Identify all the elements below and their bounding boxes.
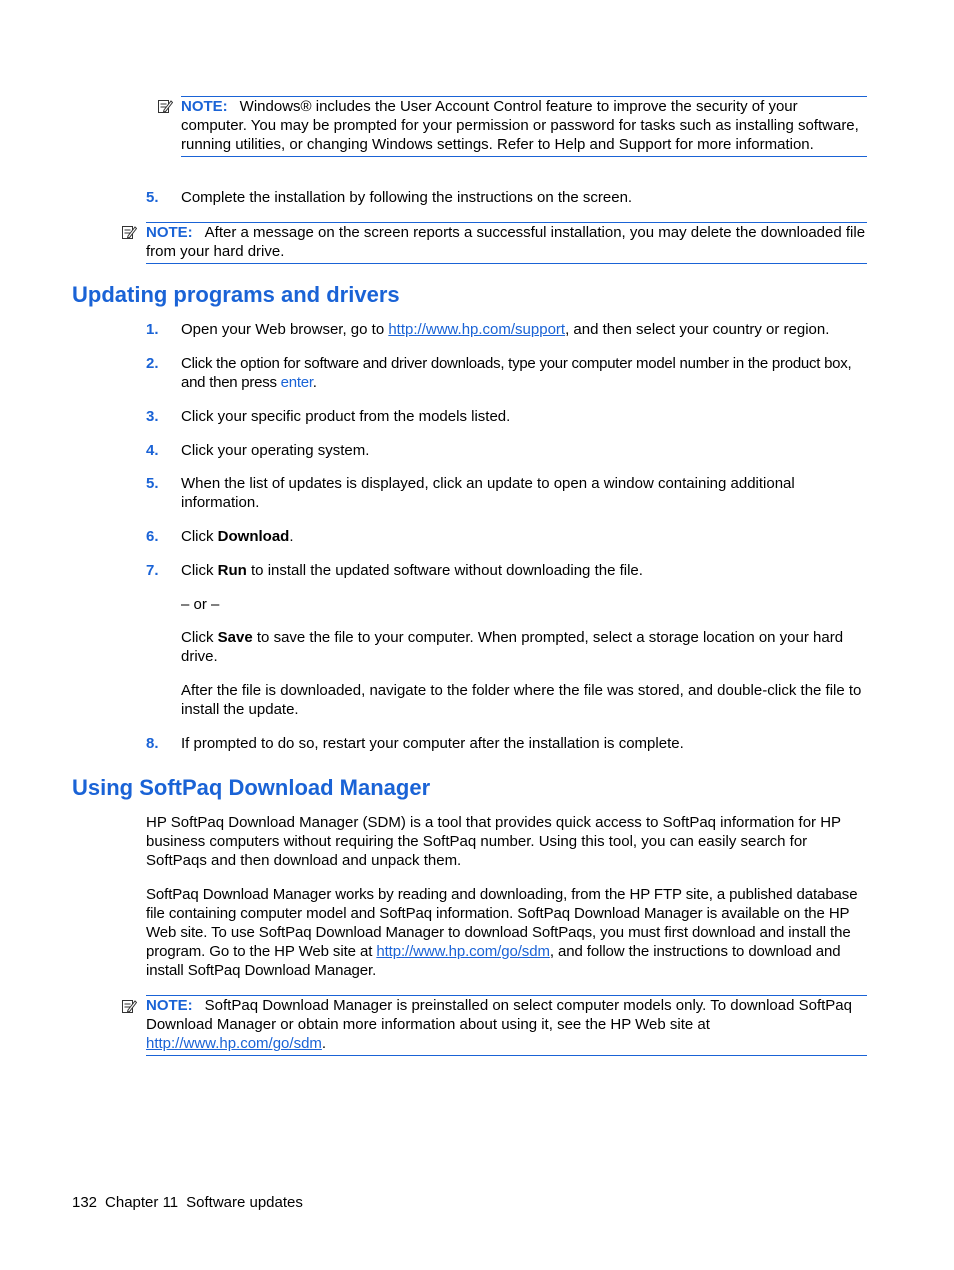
step-number: 5. [146, 475, 159, 492]
sdm-link[interactable]: http://www.hp.com/go/sdm [376, 943, 550, 960]
step-number: 2. [146, 355, 159, 372]
note-text: Windows® includes the User Account Control feature to improve the security of your computer. You may be prompted for your permission or password for tasks such as installing software, running utilities, or changing Windows settings. Refer to Help and Support for more information. [181, 98, 859, 153]
step-number: 5. [146, 189, 159, 206]
step-number: 1. [146, 321, 159, 338]
body-paragraph: SoftPaq Download Manager works by reading and downloading, from the HP FTP site, a published database file containing computer model and SoftPaq information. SoftPaq Download Manager is available on the HP Web site. To use SoftPaq Download Manager to download SoftPaqs, you must first download and install the program. Go to the HP Web site at http://www.hp.com/go/sdm, and follow the instructions to download and install SoftPaq Download Manager. [146, 886, 858, 979]
note-icon [157, 98, 173, 114]
note-label: NOTE: [146, 224, 193, 241]
chapter-label: Chapter 11 [105, 1194, 179, 1211]
step-text: Click your specific product from the models listed. [181, 408, 511, 425]
step-text: Click Run to install the updated software without downloading the file. [181, 562, 643, 579]
step-text: Click your operating system. [181, 442, 370, 459]
page-number: 132 [72, 1194, 98, 1211]
step-number: 7. [146, 562, 159, 579]
sdm-link[interactable]: http://www.hp.com/go/sdm [146, 1035, 322, 1052]
section-heading: Using SoftPaq Download Manager [72, 775, 431, 800]
save-paragraph: Click Save to save the file to your computer. When prompted, select a storage location on your hard drive. [181, 629, 844, 665]
note-icon [121, 224, 137, 240]
note-label: NOTE: [146, 997, 193, 1014]
support-link[interactable]: http://www.hp.com/support [388, 321, 566, 338]
step-text: Open your Web browser, go to http://www.hp.com/support, and then select your country or region. [181, 321, 830, 338]
body-paragraph: HP SoftPaq Download Manager (SDM) is a tool that provides quick access to SoftPaq information for HP business computers without requiring the SoftPaq number. Using this tool, you can easily search for SoftPaqs and then download and unpack them. [146, 814, 841, 869]
step-number: 8. [146, 735, 159, 752]
section-heading: Updating programs and drivers [72, 282, 400, 307]
after-download-paragraph: After the file is downloaded, navigate to the folder where the file was stored, and double-click the file to install the update. [181, 682, 862, 718]
step-text: Click Download. [181, 528, 294, 545]
note-text: SoftPaq Download Manager is preinstalled on select computer models only. To download SoftPaq Download Manager or obtain more information about using it, see the HP Web site at [146, 997, 852, 1033]
enter-key: enter [280, 374, 313, 391]
step-text: If prompted to do so, restart your computer after the installation is complete. [181, 735, 684, 752]
step-number: 4. [146, 442, 159, 459]
note-box: NOTE: SoftPaq Download Manager is preinstalled on select computer models only. To download SoftPaq Download Manager or obtain more information about using it, see the HP Web site at http://www.hp.com/go/sdm. [146, 995, 867, 1056]
note-text: After a message on the screen reports a successful installation, you may delete the downloaded file from your hard drive. [146, 224, 866, 260]
page-footer [72, 1193, 311, 1212]
step-text: Click the option for software and driver downloads, type your computer model number in the product box, and then press enter. [181, 355, 852, 391]
step-text: Complete the installation by following the instructions on the screen. [181, 189, 633, 206]
note-box [146, 222, 867, 264]
step-text: When the list of updates is displayed, click an update to open a window containing additional information. [181, 475, 795, 511]
step-number: 3. [146, 408, 159, 425]
note-label: NOTE: [181, 98, 228, 115]
step-number: 6. [146, 528, 159, 545]
note-box [181, 96, 867, 157]
note-icon [121, 998, 137, 1014]
or-separator: – or – [181, 596, 220, 613]
chapter-title: Software updates [186, 1194, 303, 1211]
